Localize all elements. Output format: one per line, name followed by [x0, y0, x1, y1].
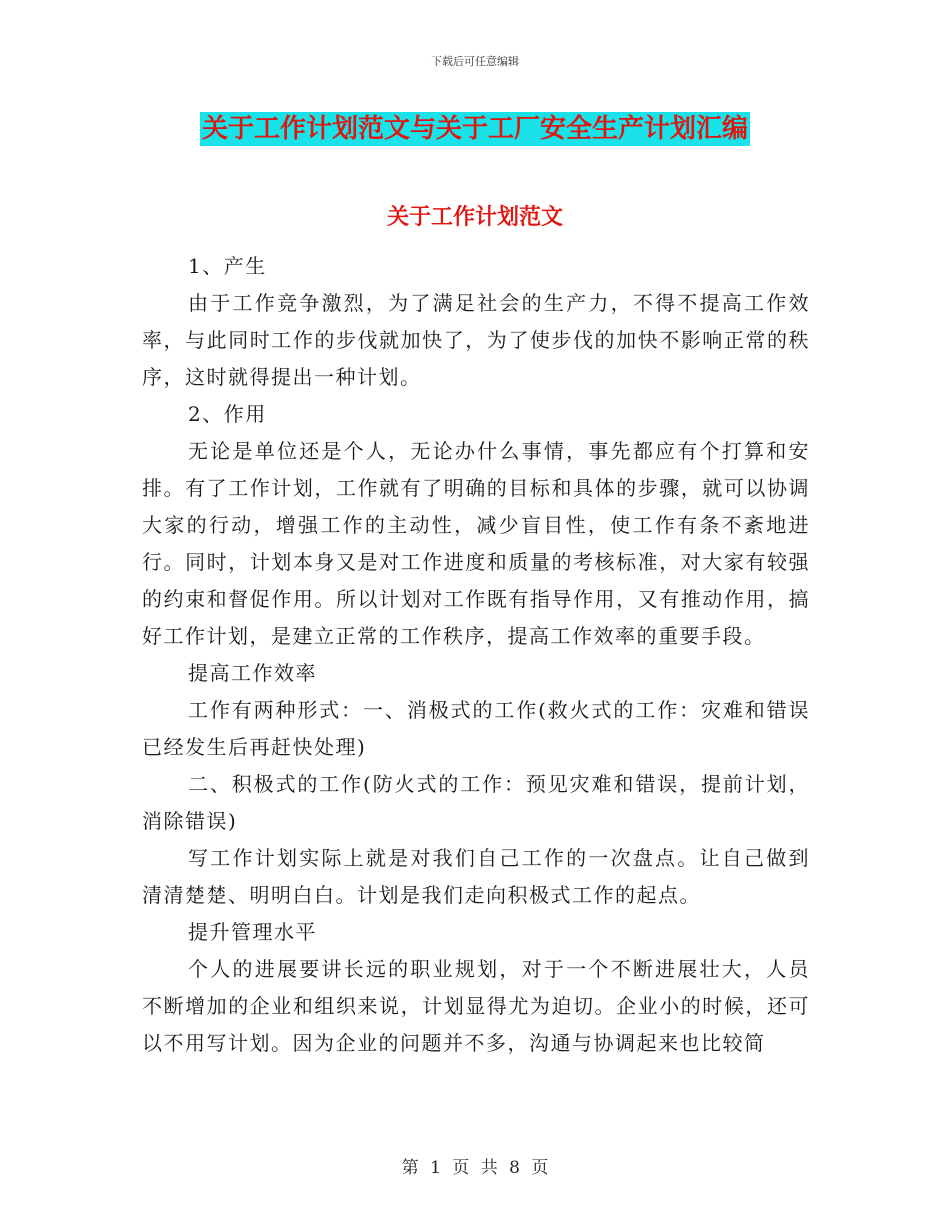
- section-title: 关于工作计划范文: [386, 205, 563, 230]
- header-note: 下载后可任意编辑: [431, 55, 519, 68]
- paragraph: 无论是单位还是个人，无论办什么事情，事先都应有个打算和安排。有了工作计划，工作就有了明确的目标和具体的步骤，就可以协调大家的行动，增强工作的主动性，减少盲目性，使工作有条不紊地进行。同时，计划本身又是对工作进度和质量的考核标准，对大家有较强的约束和督促作用。所以计划对工作既有指导作用，又有推动作用，搞好工作计划，是建立正常的工作秩序，提高工作效率的重要手段。: [142, 439, 810, 648]
- main-title-container: [0, 112, 950, 146]
- paragraph: 1、产生: [188, 254, 267, 278]
- paragraph: 2、作用: [188, 402, 267, 426]
- document-body: [142, 248, 810, 1062]
- paragraph: 提高工作效率: [188, 661, 317, 685]
- paragraph: 写工作计划实际上就是对我们自己工作的一次盘点。让自己做到清清楚楚、明明白白。计划是我们走向积极式工作的起点。: [142, 846, 810, 907]
- main-title: 关于工作计划范文与关于工厂安全生产计划汇编: [201, 114, 748, 144]
- paragraph: 提升管理水平: [188, 920, 317, 944]
- paragraph: 工作有两种形式：一、消极式的工作(救火式的工作：灾难和错误已经发生后再赶快处理): [142, 698, 810, 759]
- page-number: 第 1 页 共 8 页: [401, 1158, 549, 1178]
- paragraph: 二、积极式的工作(防火式的工作：预见灾难和错误，提前计划，消除错误): [142, 772, 810, 833]
- paragraph: 个人的进展要讲长远的职业规划，对于一个不断进展壮大，人员不断增加的企业和组织来说，计划显得尤为迫切。企业小的时候，还可以不用写计划。因为企业的问题并不多，沟通与协调起来也比较简: [142, 957, 810, 1055]
- paragraph: 由于工作竞争激烈，为了满足社会的生产力，不得不提高工作效率，与此同时工作的步伐就加快了，为了使步伐的加快不影响正常的秩序，这时就得提出一种计划。: [142, 291, 810, 389]
